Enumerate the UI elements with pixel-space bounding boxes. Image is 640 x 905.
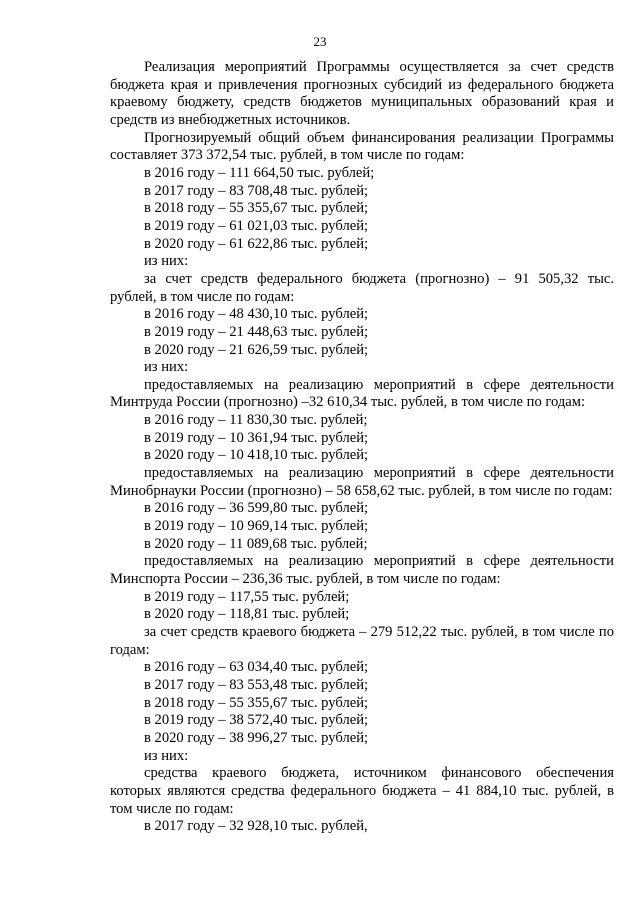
paragraph-total-funding: Прогнозируемый общий объем финансирования реализации Программы составляет 373 372,54 тыс. рублей, в том числе по годам: [110,129,614,164]
list-item: в 2017 году – 83 553,48 тыс. рублей; [144,676,369,693]
list-item: в 2016 году – 48 430,10 тыс. рублей; [144,306,369,323]
list-item: в 2020 году – 10 418,10 тыс. рублей; [144,447,369,464]
list-item: в 2019 году – 21 448,63 тыс. рублей; [144,323,369,340]
paragraph-funding-sources: Реализация мероприятий Программы осуществляется за счет средств бюджета края и привлечения прогнозных субсидий из федерального бюджета краевому бюджету, средств бюджетов муниципальных образований края и средств из внебюджетных источников. [110,59,614,128]
list-item: в 2019 году – 10 361,94 тыс. рублей; [144,429,369,446]
list-item: в 2019 году – 61 021,03 тыс. рублей; [144,217,369,234]
list-item: в 2018 году – 55 355,67 тыс. рублей; [144,200,369,217]
paragraph-minsport: предоставляемых на реализацию мероприятий в сфере деятельности Минспорта России – 236,36 тыс. рублей, в том числе по годам: [110,553,614,588]
paragraph-regional-federal-source: средства краевого бюджета, источником финансового обеспечения которых являются средства федерального бюджета – 41 884,10 тыс. рублей, в том числе по годам: [110,765,614,817]
list-item: в 2017 году – 83 708,48 тыс. рублей; [144,182,369,199]
list-item: в 2020 году – 61 622,86 тыс. рублей; [144,235,369,252]
list-label: из них: [144,747,189,764]
list-label: из них: [144,253,189,270]
list-item: в 2019 году – 38 572,40 тыс. рублей; [144,712,369,729]
list-item: в 2016 году – 63 034,40 тыс. рублей; [144,659,369,676]
list-item: в 2016 году – 11 830,30 тыс. рублей; [144,412,368,429]
list-item: в 2016 году – 36 599,80 тыс. рублей; [144,500,369,517]
document-body [110,59,614,836]
list-item: в 2020 году – 11 089,68 тыс. рублей; [144,535,368,552]
list-item: в 2020 году – 38 996,27 тыс. рублей; [144,729,369,746]
list-item: в 2020 году – 21 626,59 тыс. рублей; [144,341,369,358]
paragraph-minobrnauki: предоставляемых на реализацию мероприятий в сфере деятельности Минобрнауки России (прогнозно) – 58 658,62 тыс. рублей, в том числе по годам: [110,465,614,499]
list-label: из них: [144,359,189,376]
page-number: 23 [313,34,327,49]
list-item: в 2020 году – 118,81 тыс. рублей; [144,606,350,623]
list-item: в 2016 году – 111 664,50 тыс. рублей; [144,164,375,181]
paragraph-mintrud: предоставляемых на реализацию мероприятий в сфере деятельности Минтруда России (прогнозно) –32 610,34 тыс. рублей, в том числе по годам: [110,376,614,411]
list-item: в 2017 году – 32 928,10 тыс. рублей, [144,818,368,835]
list-item: в 2019 году – 10 969,14 тыс. рублей; [144,518,369,535]
list-item: в 2018 году – 55 355,67 тыс. рублей; [144,694,369,711]
paragraph-federal-budget: за счет средств федерального бюджета (прогнозно) – 91 505,32 тыс. рублей, в том числе по годам: [110,270,614,305]
paragraph-regional-budget: за счет средств краевого бюджета – 279 512,22 тыс. рублей, в том числе по годам: [110,624,614,658]
list-item: в 2019 году – 117,55 тыс. рублей; [144,588,350,605]
